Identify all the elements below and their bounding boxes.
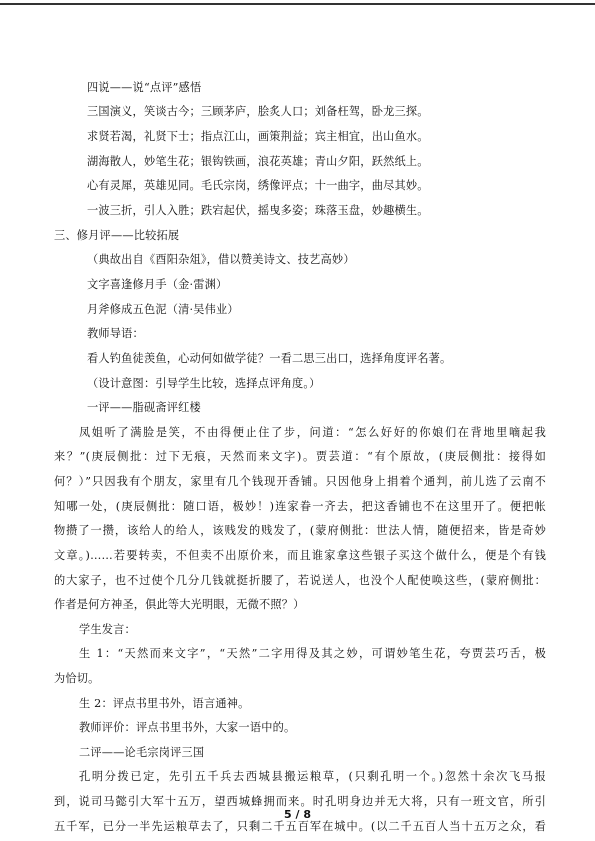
verse-line: 一波三折，引人入胜；跌宕起伏，摇曳多姿；珠落玉盘，妙趣横生。 — [87, 204, 429, 217]
excerpt-line: 知哪一处，(庚辰侧批：随口语，极妙！)连家眷一齐去，把这香铺也不在这里开了。便把帐 — [54, 500, 546, 513]
verse-line: 心有灵犀，英雄见同。毛氏宗岗，绣像评点；十一曲字，曲尽其妙。 — [87, 179, 429, 192]
page-number: 5 / 8 — [284, 808, 311, 821]
verse-line: 三国演义，笑谈古今；三顾茅庐，脍炙人口；刘备枉驾，卧龙三探。 — [87, 105, 429, 118]
header-rule — [0, 3, 595, 5]
excerpt-line: 凤姐听了满脸是笑，不由得便止住了步，问道：“怎么好好的你娘们在背地里嘀起我 — [79, 426, 546, 439]
verse-line: 求贤若渴，礼贤下士；指点江山，画策荆益；宾主相宜，出山鱼水。 — [87, 130, 429, 143]
subheading-1: 一评——脂砚斋评红楼 — [87, 401, 201, 414]
excerpt-line: 到，说司马懿引大军十五万，望西城蜂拥而来。时孔明身边并无大将，只有一班文官，所引 — [54, 795, 546, 808]
student-remark: 生 2：评点书里书外，语言通神。 — [79, 697, 250, 710]
student-remark: 生 1：“天然而来文字”，“天然”二字用得及其之妙，可谓妙笔生花，夸贾芸巧舌，极 — [79, 647, 546, 660]
excerpt-line: 物攒了一攒，该给人的给人，该贱发的贱发了，(蒙府侧批：世法人情，随便招来，皆是奇妙 — [54, 524, 546, 537]
student-remarks-label: 学生发言： — [79, 623, 136, 636]
note-line: （典故出自《酉阳杂俎》，借以赞美诗文、技艺高妙） — [87, 253, 355, 266]
excerpt-line: 五千军，已分一半先运粮草去了，只剩二千五百军在城中。(以二千五百人当十五万之众，看 — [54, 820, 546, 833]
section-heading-4: 四说——说“点评”感悟 — [87, 81, 202, 94]
subheading-2: 二评——论毛宗岗评三国 — [79, 746, 205, 759]
poem-line: 文字喜逢修月手（金·雷渊） — [87, 278, 228, 291]
poem-line: 月斧修成五色泥（清·吴伟业） — [87, 303, 239, 316]
verse-line: 湖海散人，妙笔生花；银钩铁画，浪花英雄；青山夕阳，跃然纸上。 — [87, 155, 429, 168]
section-heading-3: 三、修月评——比较拓展 — [54, 229, 180, 242]
excerpt-line: 何？）”只因我有个朋友，家里有几个钱现开香铺。只因他身上捐着个通判，前儿选了云南不 — [54, 475, 546, 488]
student-remark: 为恰切。 — [54, 672, 100, 685]
paragraph-line: 看人钓鱼徒羡鱼，心动何如做学徒？一看二思三出口，选择角度评名著。 — [87, 352, 452, 365]
design-note: （设计意图：引导学生比较，选择点评角度。） — [87, 377, 321, 390]
excerpt-line: 的大家子，也不过使个几分几钱就挺折腰了，若说送人，也没个人配使唤这些，(蒙府侧批： — [54, 574, 546, 587]
excerpt-line: 孔明分拨已定，先引五千兵去西城县搬运粮草，(只剩孔明一个。)忽然十余次飞马报 — [79, 770, 546, 783]
teacher-comment: 教师评价：评点书里书外，大家一语中的。 — [79, 721, 296, 734]
excerpt-line: 文章。)……若要转卖，不但卖不出原价来，而且谁家拿这些银子买这个做什么，便是个有钱 — [54, 549, 546, 562]
excerpt-line: 来？”(庚辰侧批：过下无痕，天然而来文字)。贾芸道：“有个原故，(庚辰侧批：接得如 — [54, 450, 546, 463]
teacher-intro-label: 教师导语： — [87, 327, 144, 340]
excerpt-line: 作者是何方神圣，俱此等大光明眼，无微不照？） — [54, 598, 305, 611]
